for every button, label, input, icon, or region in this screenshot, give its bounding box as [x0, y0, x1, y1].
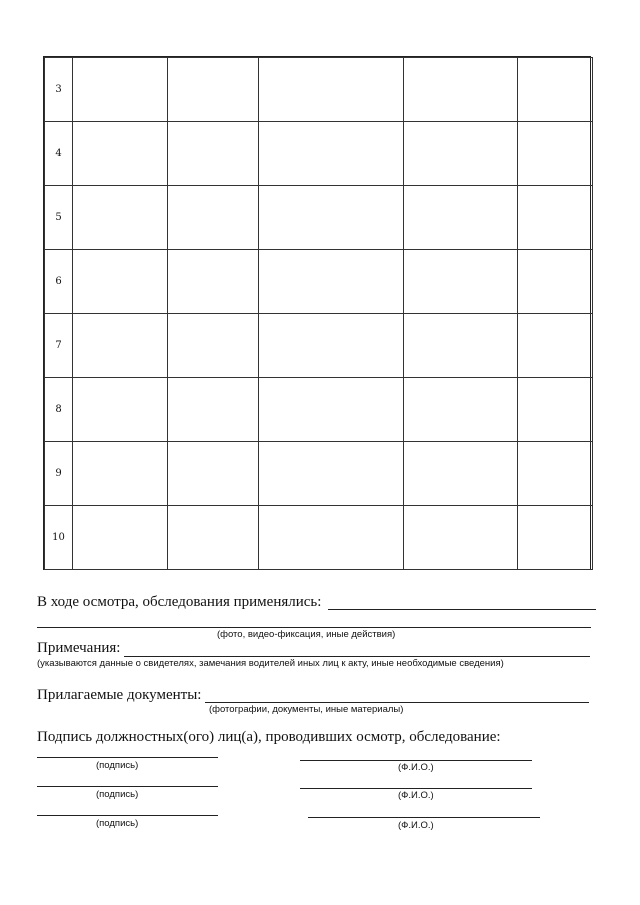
table-cell[interactable] — [73, 506, 168, 570]
table-cell[interactable] — [404, 506, 518, 570]
full-name-caption: (Ф.И.О.) — [398, 790, 434, 801]
table-cell[interactable] — [73, 378, 168, 442]
table-cell[interactable] — [168, 378, 259, 442]
table-row — [45, 186, 593, 250]
row-number: 6 — [45, 250, 73, 314]
table-row — [45, 122, 593, 186]
table-cell[interactable] — [518, 314, 593, 378]
table-cell[interactable] — [518, 442, 593, 506]
table-cell[interactable] — [404, 122, 518, 186]
full-name-line[interactable] — [300, 788, 532, 789]
table-cell[interactable] — [259, 506, 404, 570]
table-cell[interactable] — [518, 250, 593, 314]
table-cell[interactable] — [518, 186, 593, 250]
notes-input-line[interactable] — [124, 656, 590, 657]
table-cell[interactable] — [259, 186, 404, 250]
row-number: 9 — [45, 442, 73, 506]
row-number: 4 — [45, 122, 73, 186]
table-row — [45, 250, 593, 314]
table-cell[interactable] — [518, 122, 593, 186]
table-cell[interactable] — [168, 506, 259, 570]
methods-label: В ходе осмотра, обследования применялись: — [37, 594, 322, 610]
table-cell[interactable] — [259, 58, 404, 122]
table-cell[interactable] — [168, 442, 259, 506]
signature-line[interactable] — [37, 815, 218, 816]
table-cell[interactable] — [404, 378, 518, 442]
row-number: 8 — [45, 378, 73, 442]
signatures-label: Подпись должностных(ого) лиц(а), проводивших осмотр, обследование: — [37, 729, 501, 745]
row-number: 5 — [45, 186, 73, 250]
table-cell[interactable] — [404, 250, 518, 314]
table-cell[interactable] — [404, 314, 518, 378]
table-cell[interactable] — [73, 250, 168, 314]
notes-label: Примечания: — [37, 640, 121, 656]
full-name-caption: (Ф.И.О.) — [398, 820, 434, 831]
row-number: 7 — [45, 314, 73, 378]
methods-input-line[interactable] — [328, 609, 596, 610]
full-name-line[interactable] — [308, 817, 540, 818]
signature-caption: (подпись) — [96, 818, 139, 829]
table-cell[interactable] — [73, 58, 168, 122]
table-cell[interactable] — [259, 250, 404, 314]
methods-input-line-2[interactable] — [37, 627, 591, 628]
table-cell[interactable] — [518, 58, 593, 122]
attached-docs-input-line[interactable] — [205, 702, 589, 703]
table-cell[interactable] — [73, 314, 168, 378]
full-name-line[interactable] — [300, 760, 532, 761]
signature-line[interactable] — [37, 786, 218, 787]
table-row — [45, 314, 593, 378]
table-cell[interactable] — [168, 314, 259, 378]
table-cell[interactable] — [73, 122, 168, 186]
table-cell[interactable] — [168, 250, 259, 314]
row-number: 3 — [45, 58, 73, 122]
table-cell[interactable] — [404, 186, 518, 250]
table-row — [45, 442, 593, 506]
table-cell[interactable] — [518, 378, 593, 442]
table-cell[interactable] — [404, 442, 518, 506]
table-row — [45, 58, 593, 122]
table-cell[interactable] — [168, 186, 259, 250]
table-row — [45, 378, 593, 442]
table-cell[interactable] — [259, 378, 404, 442]
attached-docs-caption: (фотографии, документы, иные материалы) — [209, 704, 404, 715]
table-cell[interactable] — [259, 442, 404, 506]
table-cell[interactable] — [73, 186, 168, 250]
table-row — [45, 506, 593, 570]
table-cell[interactable] — [404, 58, 518, 122]
table-cell[interactable] — [73, 442, 168, 506]
methods-caption: (фото, видео-фиксация, иные действия) — [217, 629, 396, 640]
notes-caption: (указываются данные о свидетелях, замечания водителей иных лиц к акту, иные необходимые сведения) — [37, 658, 504, 669]
table-cell[interactable] — [168, 58, 259, 122]
signature-caption: (подпись) — [96, 789, 139, 800]
signature-caption: (подпись) — [96, 760, 139, 771]
attached-docs-label: Прилагаемые документы: — [37, 687, 202, 703]
inspection-table — [43, 56, 591, 570]
table-cell[interactable] — [259, 314, 404, 378]
signature-line[interactable] — [37, 757, 218, 758]
table-cell[interactable] — [518, 506, 593, 570]
table-cell[interactable] — [259, 122, 404, 186]
row-number: 10 — [45, 506, 73, 570]
full-name-caption: (Ф.И.О.) — [398, 762, 434, 773]
table-cell[interactable] — [168, 122, 259, 186]
